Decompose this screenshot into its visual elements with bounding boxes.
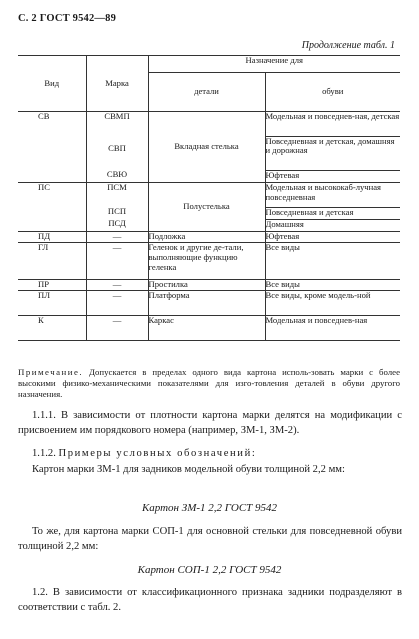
row-brand: —: [86, 315, 148, 340]
column-header-parts: детали: [148, 73, 265, 112]
column-header-brand: Марка: [86, 56, 148, 112]
row-view: ПД: [38, 231, 51, 241]
row-brand: —: [86, 232, 148, 243]
column-header-purpose: Назначение для: [148, 56, 400, 73]
row-view: ГЛ: [38, 241, 49, 252]
row-shoe: Домашняя: [265, 219, 400, 232]
row-brand: ПСП: [86, 207, 148, 219]
column-header-shoes: обуви: [265, 73, 400, 112]
row-shoe: Юфтевая: [265, 170, 400, 183]
paragraph-1-1-1: 1.1.1. В зависимости от плотности картона марки делятся на модификации с присвоением им порядкового номера (например, ЗМ-1, ЗМ-2).: [18, 410, 402, 437]
row-shoe: Модельная и повседнев-ная, детская: [265, 112, 400, 137]
example-2-designation: Картон СОП-1 2,2 ГОСТ 9542: [137, 564, 282, 576]
row-part: Геленок и другие де-тали, выполняющие функцию геленка: [148, 242, 265, 279]
page-header: С. 2 ГОСТ 9542—89: [18, 13, 117, 24]
row-shoe: Модельная и высококаб-лучная повседневная: [265, 183, 400, 208]
row-part: Платформа: [148, 290, 265, 315]
row-brand: СВМП: [86, 112, 148, 137]
note-lead: Примечание.: [18, 367, 84, 377]
table-note: [18, 367, 400, 400]
paragraph-1-1-2: [18, 446, 402, 461]
row-shoe: Повседневная и детская: [265, 207, 400, 219]
paragraph-1-2: 1.2. В зависимости от классификационного признака задники подразделяют в соответствии с табл. 2.: [18, 587, 402, 614]
example-1-description: Картон марки ЗМ-1 для задников модельной обуви толщиной 2,2 мм:: [32, 464, 345, 475]
row-part: Подложка: [148, 232, 265, 243]
row-brand: СВП: [86, 136, 148, 170]
example-1-designation: Картон ЗМ-1 2,2 ГОСТ 9542: [141, 502, 278, 514]
row-shoe: Юфтевая: [265, 232, 400, 243]
row-brand: ПСД: [86, 219, 148, 232]
table-continued-caption: Продолжение табл. 1: [301, 40, 395, 51]
row-brand: —: [86, 279, 148, 290]
row-shoe: Все виды: [265, 279, 400, 290]
column-header-view: Вид: [18, 56, 86, 112]
row-shoe: Модельная и повседнев-ная: [265, 315, 400, 340]
row-shoe: Все виды: [265, 242, 400, 279]
row-shoe: Повседневная и детская, домашняя и дорожная: [265, 136, 400, 170]
paragraph-title: Примеры условных обозначений:: [58, 448, 257, 459]
row-view: ПЛ: [38, 289, 51, 300]
note-text: Допускается в пределах одного вида картона исполь-зовать марки с более высокими физико-механическими показателями для изго-товления деталей в обуви другого назначения.: [18, 367, 400, 399]
row-brand: —: [86, 242, 148, 279]
row-part: Простилка: [148, 279, 265, 290]
row-part: Вкладная стелька: [148, 112, 265, 183]
row-brand: ПСМ: [86, 183, 148, 208]
row-view: СВ: [38, 111, 50, 121]
row-shoe: Все виды, кроме модель-ной: [265, 290, 400, 315]
specification-table: [18, 55, 400, 341]
row-brand: СВЮ: [86, 170, 148, 183]
paragraph-number: 1.1.2.: [32, 448, 59, 459]
row-brand: —: [86, 290, 148, 315]
row-part: Полустелька: [148, 183, 265, 232]
example-2-description: То же, для картона марки СОП-1 для основной стельки для повседневной обуви толщиной 2,2 мм:: [18, 526, 402, 553]
row-view: ПС: [38, 182, 50, 192]
row-view: ПР: [38, 278, 49, 289]
row-view: К: [38, 314, 44, 325]
row-part: Каркас: [148, 315, 265, 340]
